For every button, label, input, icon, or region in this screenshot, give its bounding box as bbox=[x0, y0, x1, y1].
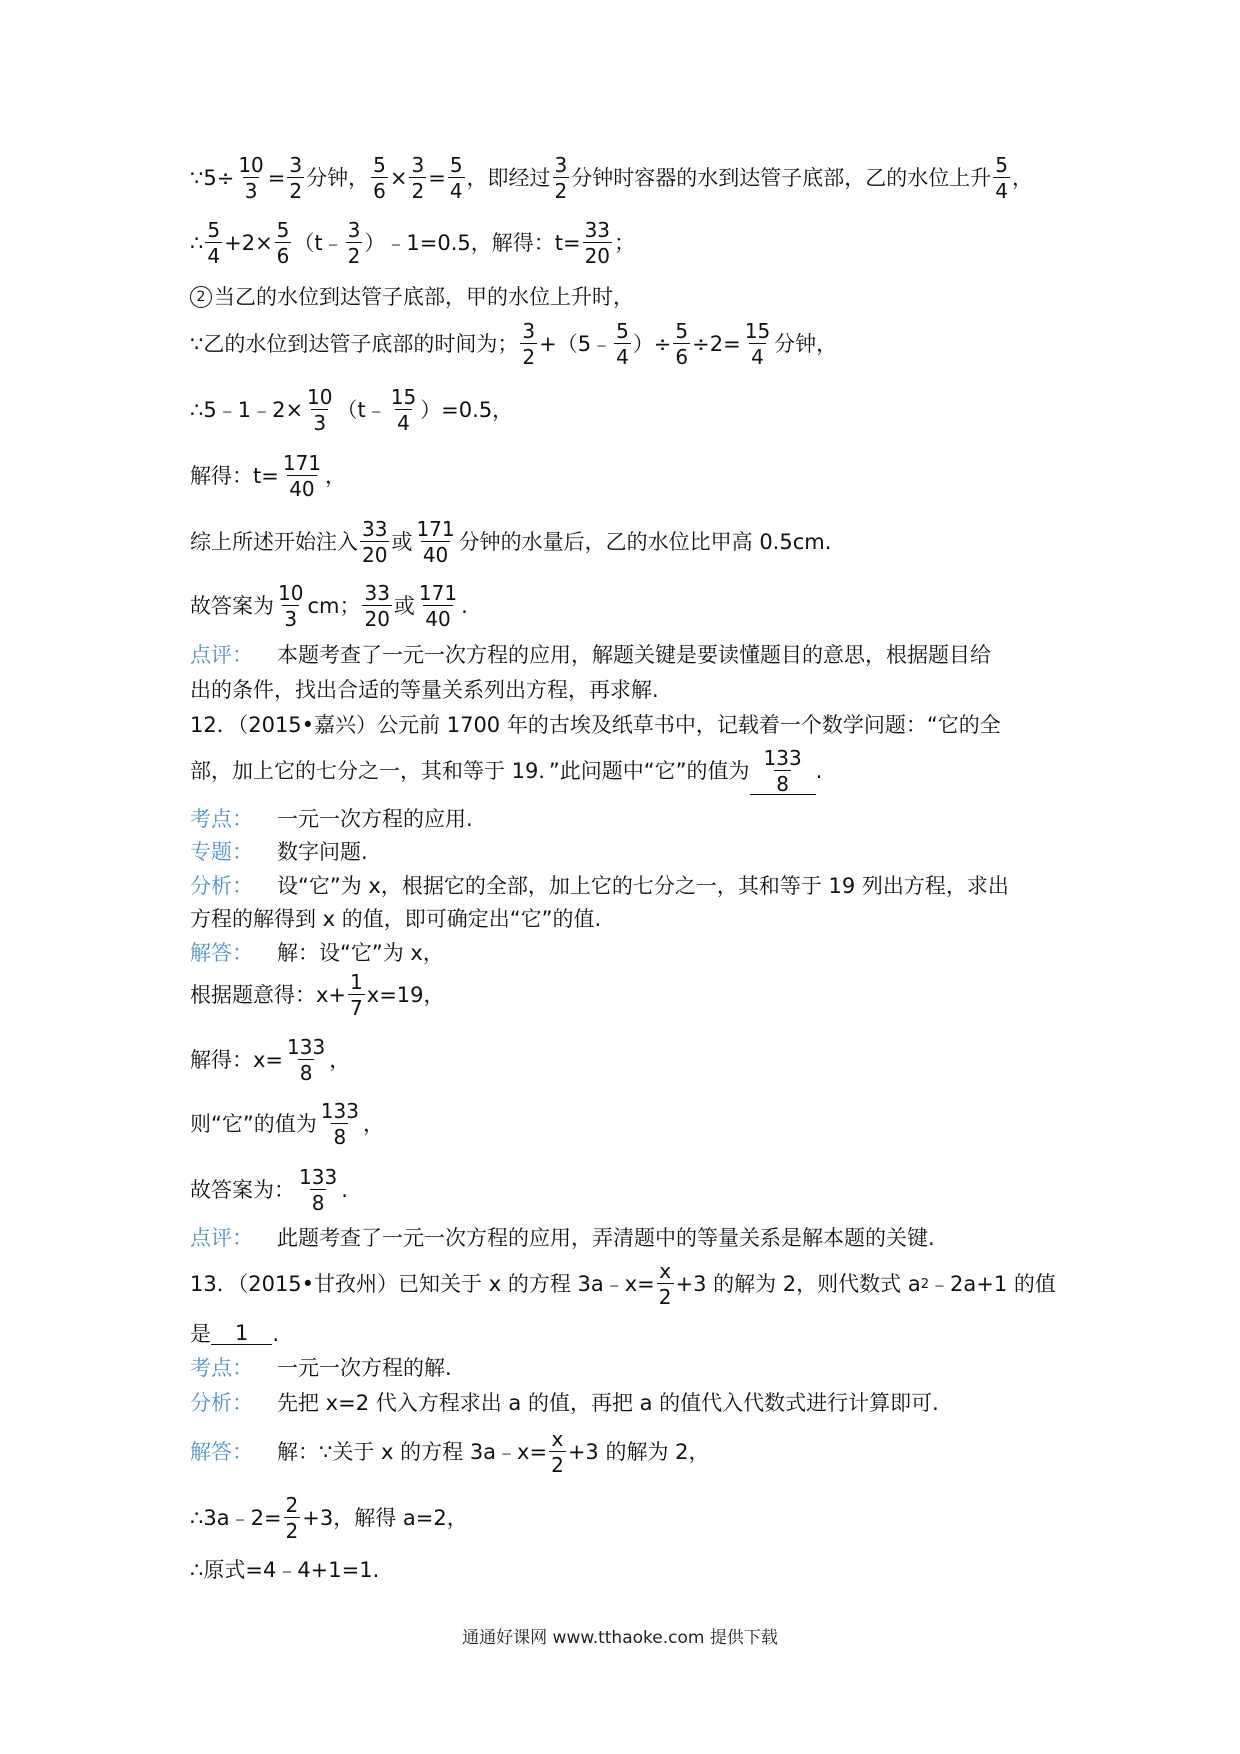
fraction: $\frac{x}{2}$ bbox=[551, 1427, 564, 1477]
fraction: $\frac{171}{40}$ bbox=[282, 451, 322, 501]
fraction: $\frac{x}{2}$ bbox=[658, 1259, 672, 1309]
section-label: 分析： bbox=[190, 873, 253, 898]
answer-blank bbox=[750, 745, 816, 796]
solution-line: 故答案为 10 3 cm； 33 20 或 171 40 . bbox=[190, 581, 468, 631]
fraction: 10 3 bbox=[278, 581, 304, 631]
fraction: $\frac{10}{3}$ bbox=[307, 385, 333, 435]
page-footer: 通通好课网 www.tthaoke.com 提供下载 bbox=[462, 1628, 778, 1648]
fraction: $\frac{133}{8}$ bbox=[287, 1035, 326, 1085]
solution-line: 2 当乙的水位到达管子底部，甲的水位上升时， bbox=[190, 275, 1070, 319]
exponent: 2 bbox=[920, 1276, 929, 1292]
question-line: 12．（2015•嘉兴）公元前 1700 年的古埃及纸草书中，记载着一个数学问题：“它的全 bbox=[190, 712, 1001, 737]
fraction: $\frac{2}{2}$ bbox=[285, 1493, 299, 1543]
solution-line: 综上所述开始注入 33 20 或 171 40 分钟的水量后，乙的水位比甲高 0.5cm. bbox=[190, 517, 832, 567]
fraction: 171 40 bbox=[418, 581, 458, 631]
section-label: 考点： bbox=[190, 806, 253, 831]
section-label: 解答： bbox=[190, 1439, 253, 1464]
analysis-line: 解答： 解：设“它”为 x， bbox=[190, 940, 444, 965]
question-line: 是 1 . bbox=[190, 1321, 280, 1346]
fraction: $\frac{5}{6}$ bbox=[675, 319, 689, 369]
solution-line: 故答案为： 133 8 . bbox=[190, 1165, 348, 1215]
fraction: 3 2 bbox=[347, 218, 361, 268]
fraction: 5 4 bbox=[995, 153, 1009, 203]
fraction: $\frac{33}{20}$ bbox=[584, 218, 611, 268]
solution-line: ∴ 5 4 +2× $\frac{5}{6}$ （t﹣ 3 2 ）﹣1=0.5，解得：t= $\frac{33}{20}$ ； bbox=[190, 218, 636, 268]
solution-line: 解得：t= $\frac{171}{40}$ ， bbox=[190, 451, 347, 501]
solution-line: ∴5﹣1﹣2× $\frac{10}{3}$ （t﹣ 15 4 ）=0.5， bbox=[190, 385, 514, 435]
fraction: $\frac{133}{8}$ bbox=[763, 745, 802, 796]
fraction: 133 8 bbox=[320, 1099, 359, 1149]
fraction: $\frac{5}{4}$ bbox=[449, 153, 463, 203]
analysis-line: 解答： 解：∵关于 x 的方程 3a﹣x= $\frac{x}{2}$ +3 的解为 2， bbox=[190, 1427, 710, 1477]
analysis-line: 考点： 一元一次方程的应用. bbox=[190, 806, 473, 831]
solution-line: ∴原式=4﹣4+1=1. bbox=[190, 1557, 380, 1582]
solution-line: ∵5÷ $\frac{10}{3}$ = $\frac{3}{2}$ 分钟， $\frac{5}{6}$ × $\frac{3}{2}$ = $\frac{5}{4}$ ，即经过 3 2 分钟时容器的水到达管子底部，乙的水位上升 5 4 ， bbox=[190, 153, 1034, 203]
fraction: 33 20 bbox=[362, 517, 388, 567]
solution-line: 根据题意得：x+ $\frac{1}{7}$ x=19， bbox=[190, 970, 445, 1020]
section-label: 点评： bbox=[190, 1225, 253, 1250]
comment-line: 点评： 此题考查了一元一次方程的应用，弄清题中的等量关系是解本题的关键. bbox=[190, 1225, 935, 1250]
fraction: $\frac{5}{6}$ bbox=[373, 153, 386, 203]
solution-line: ∵乙的水位到达管子底部的时间为； 3 2 +（5﹣ 5 4 ）÷ $\frac{5}{6}$ ÷2= $\frac{15}{4}$ 分钟， bbox=[190, 319, 838, 369]
fraction: $\frac{5}{6}$ bbox=[276, 218, 290, 268]
section-label: 点评： bbox=[190, 642, 253, 667]
fraction: $\frac{15}{4}$ bbox=[744, 319, 771, 369]
circled-number: 2 bbox=[190, 286, 212, 308]
fraction: 33 20 bbox=[364, 581, 390, 631]
analysis-line: 分析： 先把 x=2 代入方程求出 a 的值，再把 a 的值代入代数式进行计算即可. bbox=[190, 1390, 939, 1415]
fraction: $\frac{1}{7}$ bbox=[350, 970, 363, 1020]
section-label: 专题： bbox=[190, 839, 253, 864]
fraction: 3 2 bbox=[554, 153, 568, 203]
comment-line: 出的条件，找出合适的等量关系列出方程，再求解. bbox=[190, 677, 659, 702]
analysis-line: 方程的解得到 x 的值，即可确定出“它”的值. bbox=[190, 906, 602, 931]
solution-line: ∴3a﹣2= $\frac{2}{2}$ +3，解得 a=2， bbox=[190, 1493, 468, 1543]
solution-line: 则“它”的值为 133 8 ， bbox=[190, 1099, 384, 1149]
section-label: 分析： bbox=[190, 1390, 253, 1415]
fraction: $\frac{3}{2}$ bbox=[411, 153, 425, 203]
fraction: 5 4 bbox=[616, 319, 629, 369]
comment-line: 点评： 本题考查了一元一次方程的应用，解题关键是要读懂题目的意思，根据题目给 bbox=[190, 642, 991, 667]
analysis-line: 分析： 设“它”为 x，根据它的全部，加上它的七分之一，其和等于 19 列出方程，求出 bbox=[190, 873, 1009, 898]
section-label: 解答： bbox=[190, 940, 253, 965]
question-line: 部，加上它的七分之一，其和等于 19．”此问题中“它”的值为 $\frac{133}{8}$ . bbox=[190, 745, 823, 796]
analysis-line: 专题： 数字问题. bbox=[190, 839, 368, 864]
section-label: 考点： bbox=[190, 1355, 253, 1380]
answer-blank: 1 bbox=[211, 1323, 272, 1345]
analysis-line: 考点： 一元一次方程的解. bbox=[190, 1355, 452, 1380]
solution-line: 解得：x= $\frac{133}{8}$ ， bbox=[190, 1035, 351, 1085]
fraction: 15 4 bbox=[390, 385, 417, 435]
fraction: 171 40 bbox=[416, 517, 455, 567]
fraction: 5 4 bbox=[207, 218, 221, 268]
fraction: 3 2 bbox=[522, 319, 536, 369]
fraction: 133 8 bbox=[299, 1165, 338, 1215]
fraction: $\frac{3}{2}$ bbox=[289, 153, 303, 203]
fraction: $\frac{10}{3}$ bbox=[238, 153, 264, 203]
question-line: 13．（2015•甘孜州）已知关于 x 的方程 3a﹣x= $\frac{x}{2}$ +3 的解为 2，则代数式 a 2 ﹣2a+1 的值 bbox=[190, 1259, 1056, 1309]
